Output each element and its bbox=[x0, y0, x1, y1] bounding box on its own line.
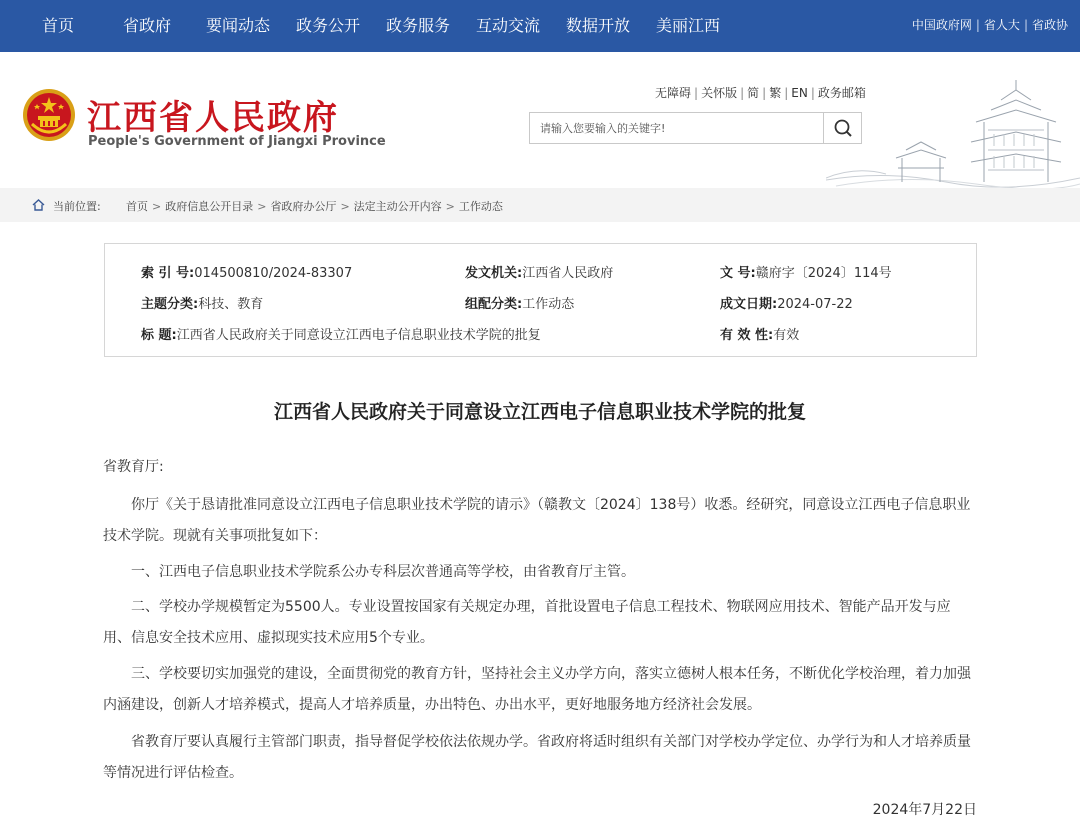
paragraph-3: 二、学校办学规模暂定为5500人。专业设置按国家有关规定办理，首批设置电子信息工程技术、物联网应用技术、智能产品开发与应用、信息安全技术应用、虚拟现实技术应用5个专业。 bbox=[103, 599, 951, 646]
top-external-links: 中国政府网 | 省人大 | 省政协 bbox=[911, 18, 1068, 32]
home-icon bbox=[32, 199, 45, 211]
link-accessibility[interactable]: 无障碍 bbox=[655, 86, 692, 100]
nav-item-beautiful-jiangxi[interactable]: 美丽江西 bbox=[656, 16, 721, 35]
nav-item-interaction[interactable]: 互动交流 bbox=[476, 16, 541, 35]
document-meta-box bbox=[104, 243, 977, 357]
top-nav-bar bbox=[0, 0, 1080, 52]
nav-item-home[interactable]: 首页 bbox=[42, 16, 75, 35]
link-english[interactable]: EN bbox=[791, 86, 808, 100]
breadcrumb-label: 当前位置: bbox=[53, 200, 101, 213]
breadcrumb-trail: 首页 > 政府信息公开目录 > 省政府办公厅 > 法定主动公开内容 > 工作动态 bbox=[126, 200, 503, 213]
meta-index-number: 索 引 号:014500810/2024-83307 bbox=[141, 266, 353, 281]
paragraph-1: 你厅《关于恳请批准同意设立江西电子信息职业技术学院的请示》（赣教文〔2024〕138号）收悉。经研究，同意设立江西电子信息职业技术学院。现就有关事项批复如下： bbox=[103, 497, 971, 544]
nav-item-government-services[interactable]: 政务服务 bbox=[386, 16, 451, 35]
document-sign-date: 2024年7月22日 bbox=[872, 802, 977, 818]
meta-validity: 有 效 性:有效 bbox=[720, 328, 800, 343]
meta-category: 组配分类:工作动态 bbox=[465, 297, 575, 312]
meta-topic: 主题分类:科技、教育 bbox=[141, 297, 264, 312]
link-traditional[interactable]: 繁 bbox=[769, 86, 782, 100]
nav-item-provincial-government[interactable]: 省政府 bbox=[123, 16, 172, 35]
pavilion-illustration bbox=[826, 70, 1080, 188]
document-title: 江西省人民政府关于同意设立江西电子信息职业技术学院的批复 bbox=[273, 401, 806, 423]
meta-document-number: 文 号:赣府字〔2024〕114号 bbox=[720, 266, 892, 281]
breadcrumb-item-work-news[interactable]: 工作动态 bbox=[458, 200, 503, 213]
link-simplified[interactable]: 简 bbox=[747, 86, 760, 100]
link-government-mail[interactable]: 政务邮箱 bbox=[817, 86, 866, 100]
breadcrumb bbox=[0, 188, 1080, 222]
meta-title: 标 题:江西省人民政府关于同意设立江西电子信息职业技术学院的批复 bbox=[141, 328, 541, 343]
breadcrumb-item-general-office[interactable]: 省政府办公厅 bbox=[270, 200, 337, 213]
salutation: 省教育厅: bbox=[103, 459, 164, 475]
search-input[interactable] bbox=[530, 113, 824, 143]
meta-date: 成文日期:2024-07-22 bbox=[720, 297, 853, 312]
nav-item-news[interactable]: 要闻动态 bbox=[206, 16, 271, 35]
site-logo-title[interactable]: 江西省人民政府 bbox=[87, 98, 339, 138]
link-china-government[interactable]: 中国政府网 bbox=[911, 18, 972, 32]
link-care-mode[interactable]: 关怀版 bbox=[701, 86, 738, 100]
nav-item-open-data[interactable]: 数据开放 bbox=[566, 16, 631, 35]
nav-item-government-affairs-disclosure[interactable]: 政务公开 bbox=[296, 16, 361, 35]
search-box bbox=[529, 112, 862, 144]
breadcrumb-item-disclosure-catalog[interactable]: 政府信息公开目录 bbox=[165, 200, 254, 213]
site-header bbox=[0, 52, 1080, 188]
breadcrumb-item-home[interactable]: 首页 bbox=[126, 200, 148, 213]
breadcrumb-item-statutory-content[interactable]: 法定主动公开内容 bbox=[353, 200, 442, 213]
site-logo-subtitle: People's Government of Jiangxi Province bbox=[88, 134, 386, 149]
link-provincial-congress[interactable]: 省人大 bbox=[983, 18, 1020, 32]
paragraph-4: 三、学校要切实加强党的建设，全面贯彻党的教育方针，坚持社会主义办学方向，落实立德树人根本任务，不断优化学校治理，着力加强内涵建设，创新人才培养模式，提高人才培养质量，办出特色、办出水平，更好地服务地方经济社会发展。 bbox=[103, 666, 971, 713]
link-provincial-cppcc[interactable]: 省政协 bbox=[1031, 18, 1068, 32]
meta-issuer: 发文机关:江西省人民政府 bbox=[465, 266, 614, 281]
quick-links: 无障碍 | 关怀版 | 简 | 繁 | EN | 政务邮箱 bbox=[655, 86, 866, 100]
paragraph-5: 省教育厅要认真履行主管部门职责，指导督促学校依法依规办学。省政府将适时组织有关部门对学校办学定位、办学行为和人才培养质量等情况进行评估检查。 bbox=[103, 734, 971, 781]
national-emblem-icon bbox=[22, 88, 76, 142]
paragraph-2: 一、江西电子信息职业技术学院系公办专科层次普通高等学校，由省教育厅主管。 bbox=[131, 564, 635, 580]
